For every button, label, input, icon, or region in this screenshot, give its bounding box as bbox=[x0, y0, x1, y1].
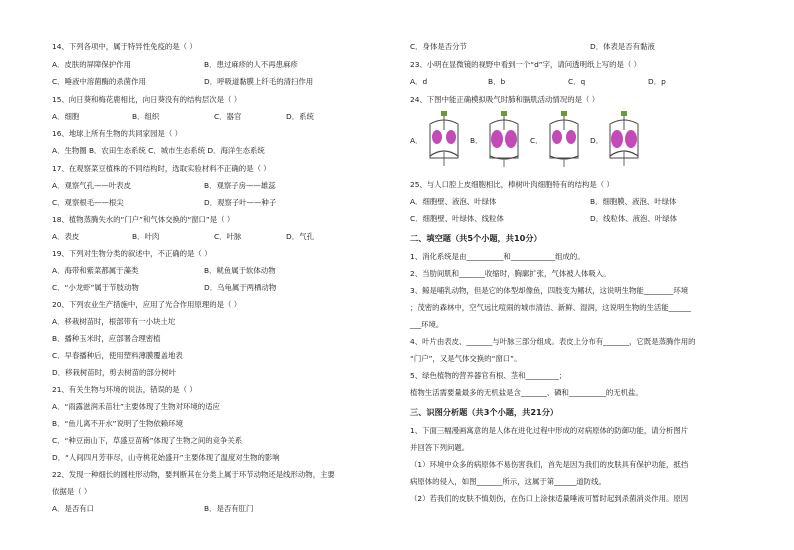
q15-option-d: D．系统 bbox=[286, 112, 314, 121]
section-figure-analysis-title: 三、识图分析题（共3个小题，共21分） bbox=[410, 407, 559, 417]
q17-option-a: A．观察气孔——叶表皮 bbox=[52, 181, 131, 190]
bell-jar-d bbox=[602, 110, 646, 168]
q24-stem: 24、下图中能正确模拟吸气时肺和膈肌活动情况的是（ ） bbox=[410, 95, 600, 104]
q25-option-c: C．细胞壁、叶绿体、线粒体 bbox=[410, 214, 504, 223]
q16-options: A．生物圈 B．农田生态系统 C．城市生态系统 D．海洋生态系统 bbox=[52, 146, 265, 155]
fill-q4-line1: 4、叶片由表皮、_______与叶脉三部分组成。表皮上分布有_______，它既是蒸腾作用的 bbox=[410, 337, 696, 346]
q23-option-d: D．p bbox=[648, 77, 666, 86]
fill-q5-line2: 植物生活需要量最多的无机盐是含_______、磷和__________的无机盐。 bbox=[410, 388, 643, 397]
q17-option-b: B．观察子房——雄蕊 bbox=[204, 181, 276, 190]
q20-option-b: B．播种玉米时，应部署合理密植 bbox=[52, 334, 161, 343]
q14-option-b: B．患过麻疹的人不再患麻疹 bbox=[204, 60, 298, 69]
q21-option-a: A．“雨露滋润禾苗壮”主要体现了生物对环境的适应 bbox=[52, 402, 220, 411]
q22-stem-cont: 依据是（ ） bbox=[52, 487, 92, 496]
figure-q1-line2: 并回答下列问题。 bbox=[410, 443, 470, 452]
q25-option-d: D．线粒体、液泡、叶绿体 bbox=[590, 214, 677, 223]
q18-option-b: B．叶肉 bbox=[132, 232, 160, 241]
q19-option-b: B．鱿鱼属于软体动物 bbox=[204, 266, 276, 275]
q25-option-a: A．细胞壁、液泡、叶绿体 bbox=[410, 197, 497, 206]
q20-option-a: A．移栽树苗时，根部带有一小块土坨 bbox=[52, 317, 176, 326]
q19-stem: 19、下列对生物分类的叙述中，不正确的是（ ） bbox=[52, 249, 212, 258]
q18-option-d: D．气孔 bbox=[286, 232, 314, 241]
q18-option-a: A．表皮 bbox=[52, 232, 80, 241]
q17-stem: 17、在观察菜豆植株的不同结构时，选取实验材料不正确的是（ ） bbox=[52, 164, 271, 173]
fill-q3-line1: 3、鲸是哺乳动物，但是它的体型却像鱼，四肢变为鳍状，这说明生物能________环境 bbox=[410, 286, 689, 295]
q17-option-d: D．观察子叶——种子 bbox=[204, 198, 277, 207]
q25-stem: 25、与人口腔上皮细胞相比，棒树叶肉细胞特有的结构是（ ） bbox=[410, 180, 614, 189]
q25-option-b: B．细胞膜、液泡、叶绿体 bbox=[590, 197, 677, 206]
q19-option-c: C．“小龙虾”属于节肢动物 bbox=[52, 283, 139, 292]
q14-stem: 14、下列各项中，属于特异性免疫的是（ ） bbox=[52, 42, 197, 51]
fill-q3-line3: ___环境。 bbox=[410, 320, 444, 329]
bell-jar-c bbox=[542, 110, 586, 168]
fill-q2: 2、当肋间肌和_______收缩时，胸廓扩张，气体被人体吸入。 bbox=[410, 269, 611, 278]
q19-option-a: A．海带和紫菜都属于藻类 bbox=[52, 266, 139, 275]
q18-stem: 18、植物蒸腾失水的“门户”和气体交换的“窗口”是（ ） bbox=[52, 215, 235, 224]
figure-q1-sub1-line1: （1）环境中众多的病原体不易伤害我们，首先是因为我们的皮肤具有保护功能，抵挡 bbox=[410, 460, 689, 469]
q23-option-b: B．b bbox=[488, 77, 506, 86]
fill-q4-line2: “门户”，又是气体交换的“窗口”。 bbox=[410, 354, 522, 363]
q23-stem: 23、小明在显微镜的视野中看到一个“d”字，请问透明纸上写的是（ ） bbox=[410, 60, 642, 69]
q22-option-d: D．体表是否有黏液 bbox=[590, 42, 655, 51]
q15-option-c: C．器官 bbox=[214, 112, 242, 121]
q21-option-d: D．“人间四月芳菲尽，山寺桃花始盛开”主要体现了温度对生物的影响 bbox=[52, 453, 280, 462]
bell-jar-a bbox=[422, 110, 466, 168]
q18-option-c: C．叶脉 bbox=[214, 232, 242, 241]
figure-q1-sub1-line2: 病原体的侵入，如图_______所示，这属于第______道防线。 bbox=[410, 477, 606, 486]
q20-option-c: C．早春播种后，使用塑料薄膜覆盖地表 bbox=[52, 351, 183, 360]
q24-label-b: B． bbox=[470, 136, 483, 145]
q20-stem: 20、下列农业生产措施中，应用了光合作用原理的是（ ） bbox=[52, 300, 242, 309]
q23-option-a: A．d bbox=[410, 77, 428, 86]
q15-option-a: A．细胞 bbox=[52, 112, 80, 121]
q23-option-c: C．q bbox=[568, 77, 586, 86]
q21-option-c: C．“种豆南山下，草盛豆苗稀”体现了生物之间的竞争关系 bbox=[52, 436, 243, 445]
q15-option-b: B．组织 bbox=[132, 112, 160, 121]
q24-label-a: A． bbox=[410, 136, 423, 145]
q22-option-c: C．身体是否分节 bbox=[410, 42, 467, 51]
fill-q5-line1: 5、绿色植物的营养器官有根、茎和_________； bbox=[410, 371, 567, 380]
q24-label-d: D． bbox=[590, 136, 604, 145]
q24-label-c: C． bbox=[530, 136, 543, 145]
section-fill-in-title: 二、填空题（共5个小题，共10分） bbox=[410, 233, 542, 243]
q15-stem: 15、向日葵和梅花鹿相比，向日葵没有的结构层次是（ ） bbox=[52, 95, 242, 104]
q24-figures bbox=[410, 110, 650, 168]
q21-option-b: B．“鱼儿离不开水”说明了生物依赖环境 bbox=[52, 419, 183, 428]
q16-stem: 16、地球上所有生物的共同家园是（ ） bbox=[52, 129, 183, 138]
q22-option-b: B．是否有肛门 bbox=[204, 504, 254, 513]
q22-option-a: A．是否有口 bbox=[52, 504, 95, 513]
q17-option-c: C．观察根毛——根尖 bbox=[52, 198, 124, 207]
figure-q1-line1: 1、下面三幅漫画寓意的是人体在进化过程中形成的对病原体的防御功能，请分析图片 bbox=[410, 426, 689, 435]
q19-option-d: D．乌龟属于两栖动物 bbox=[204, 283, 277, 292]
q14-option-a: A．皮肤的屏障保护作用 bbox=[52, 60, 131, 69]
q21-stem: 21、有关生物与环境的说法，错误的是（ ） bbox=[52, 385, 197, 394]
q22-stem: 22、发现一种细长的圆柱形动物，要判断其在分类上属于环节动物还是线形动物，主要 bbox=[52, 470, 335, 479]
q20-option-d: D．移栽树苗时，剪去树苗的部分树叶 bbox=[52, 368, 176, 377]
q14-option-d: D．呼吸道黏膜上纤毛的清扫作用 bbox=[204, 77, 314, 86]
figure-q1-sub2-line1: （2）若我们的皮肤不慎划伤，在伤口上涂抹适量唾液可暂时起到杀菌消炎作用。原因 bbox=[410, 494, 689, 503]
fill-q3-line2: ；茂密的森林中，空气远比喧闹的城市清洁、新鲜、湿润，这说明生物的生活能______ bbox=[410, 303, 691, 312]
q14-option-c: C．唾液中溶菌酶的杀菌作用 bbox=[52, 77, 146, 86]
fill-q1: 1、消化系统是由__________和____________组成的。 bbox=[410, 252, 585, 261]
bell-jar-b bbox=[482, 110, 526, 168]
